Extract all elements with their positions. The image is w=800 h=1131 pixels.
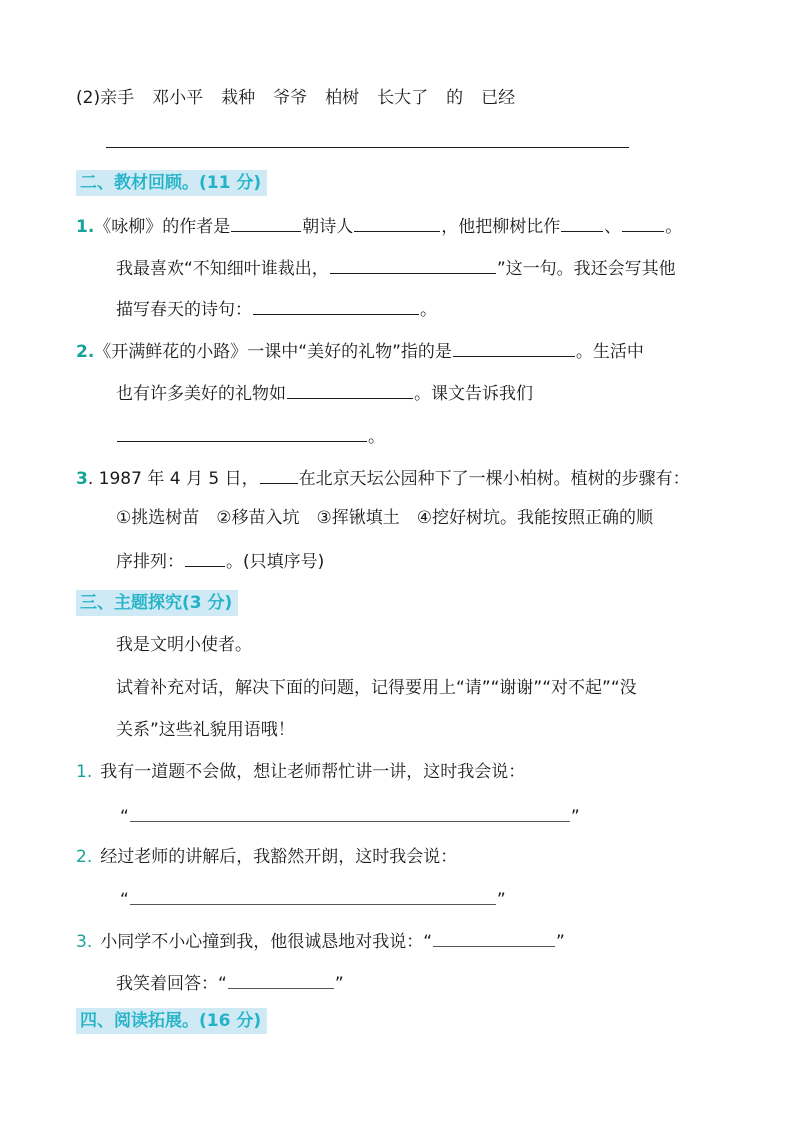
question-label: (2) — [76, 88, 101, 108]
dialogue-question-1: 1. 我有一道题不会做，想让老师帮忙讲一讲，这时我会说： — [76, 762, 526, 782]
question-number: 1. — [76, 217, 95, 237]
question-number: 3. — [76, 932, 93, 952]
question-2-line-3: 。 — [116, 423, 385, 449]
question-number: 2. — [76, 847, 93, 867]
question-2: 2.《开满鲜花的小路》一课中“美好的礼物”指的是 。生活中 — [76, 338, 644, 364]
word-chip: 的 — [446, 88, 464, 108]
dialogue-answer-2: “ ” — [120, 886, 506, 912]
dialogue-question-2: 2. 经过老师的讲解后，我豁然开朗，这时我会说： — [76, 847, 458, 867]
word-chip: 已经 — [481, 88, 516, 108]
answer-line[interactable] — [228, 970, 334, 989]
answer-line[interactable] — [130, 886, 496, 905]
question-3-line-2: ①挑选树苗 ②移苗入坑 ③挥锹填土 ④挖好树坑。我能按照正确的顺 — [116, 508, 653, 528]
blank-poet-name[interactable] — [354, 213, 440, 232]
blank-metaphor-2[interactable] — [622, 213, 664, 232]
question-2-line-2: 也有许多美好的礼物如 。课文告诉我们 — [116, 380, 533, 406]
answer-line[interactable] — [130, 803, 570, 822]
section-header-2: 二、教材回顾。(11 分) — [76, 170, 267, 196]
question-3: 3. 1987 年 4 月 5 日， 在北京天坛公园种下了一棵小柏树。植树的步骤有： — [76, 465, 690, 491]
answer-line[interactable] — [433, 928, 555, 947]
section-header-3: 三、主题探究(3 分) — [76, 590, 238, 616]
section-3-intro: 我是文明小使者。 — [116, 635, 252, 655]
blank-order[interactable] — [185, 548, 225, 567]
blank-gift[interactable] — [453, 338, 575, 357]
blank-spring-poem[interactable] — [253, 296, 419, 315]
blank-poem-line[interactable] — [330, 255, 496, 274]
question-1-line-3: 描写春天的诗句： 。 — [116, 296, 437, 322]
word-chip: 邓小平 — [152, 88, 204, 108]
blank-lesson[interactable] — [117, 423, 367, 442]
answer-line[interactable] — [106, 147, 629, 148]
reorder-question — [76, 86, 533, 110]
question-1-line-2: 我最喜欢“不知细叶谁裁出， ”这一句。我还会写其他 — [116, 255, 676, 281]
question-3-line-3: 序排列： 。(只填序号) — [116, 548, 324, 574]
dialogue-reply: 我笑着回答：“ ” — [116, 970, 344, 996]
section-3-instructions-cont: 关系”这些礼貌用语哦！ — [116, 720, 295, 740]
blank-metaphor-1[interactable] — [561, 213, 603, 232]
question-1: 1.《咏柳》的作者是 朝诗人 ，他把柳树比作 、 。 — [76, 213, 682, 239]
dialogue-answer-1: “ ” — [120, 803, 580, 829]
section-header-4: 四、阅读拓展。(16 分) — [76, 1008, 267, 1034]
word-chip: 长大了 — [377, 88, 429, 108]
question-number: 2. — [76, 342, 95, 362]
word-chip: 爷爷 — [273, 88, 308, 108]
word-chip: 栽种 — [221, 88, 256, 108]
question-number: 3 — [76, 469, 88, 489]
section-3-instructions: 试着补充对话，解决下面的问题，记得要用上“请”“谢谢”“对不起”“没 — [116, 678, 637, 698]
blank-person[interactable] — [260, 465, 298, 484]
word-chip: 柏树 — [325, 88, 360, 108]
dialogue-question-3: 3. 小同学不小心撞到我，他很诚恳地对我说：“ ” — [76, 928, 565, 954]
word-chip: 亲手 — [100, 88, 135, 108]
question-number: 1. — [76, 762, 93, 782]
blank-author[interactable] — [231, 213, 301, 232]
blank-gift-examples[interactable] — [287, 380, 413, 399]
